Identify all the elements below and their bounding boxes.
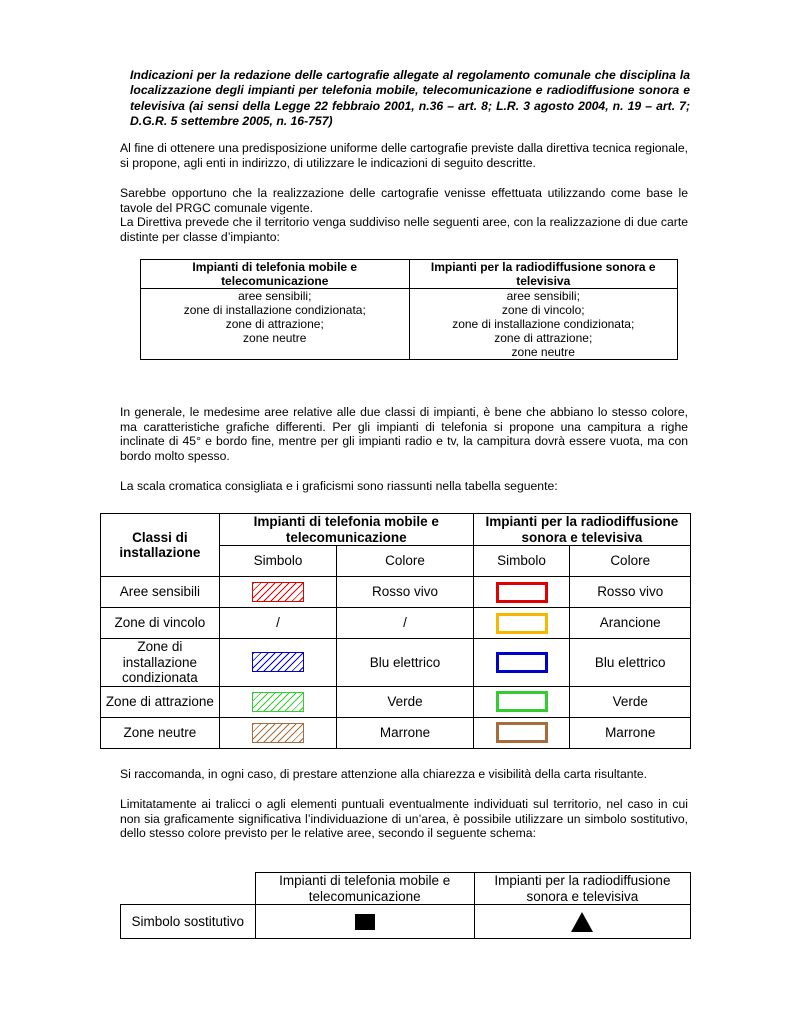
row-tel-symbol — [219, 577, 337, 608]
areas-tel-item: zone di installazione condizionata; — [183, 303, 366, 317]
colors-sub-color-tel: Colore — [337, 546, 473, 577]
symbols-tel-cell — [255, 905, 474, 939]
blue-hatch-icon — [252, 652, 304, 672]
row-radio-color: Marrone — [570, 717, 691, 748]
row-tel-color: Marrone — [337, 717, 473, 748]
paragraph-clarity: Si raccomanda, in ogni caso, di prestare attenzione alla chiarezza e visibilità della carta risultante. — [120, 767, 648, 781]
symbols-header-tel: Impianti di telefonia mobile e telecomunicazione — [255, 873, 474, 905]
areas-tel-item: zone neutre — [243, 331, 307, 345]
row-tel-color: / — [337, 608, 473, 639]
row-radio-color: Arancione — [570, 608, 691, 639]
table-row — [101, 577, 691, 608]
row-class-name: Zone di vincolo — [101, 608, 220, 639]
areas-radio-item: aree sensibili; — [506, 289, 580, 303]
orange-outline-icon — [496, 613, 548, 634]
areas-radio-cell — [409, 289, 678, 360]
row-radio-symbol — [473, 577, 570, 608]
paragraph-direttiva: La Direttiva prevede che il territorio venga suddiviso nelle seguenti aree, con la realizzazione di due carte distinte per classe d’impianto: — [120, 215, 688, 244]
row-radio-symbol — [473, 639, 570, 687]
colors-header-classes: Classi di installazione — [101, 514, 220, 577]
row-tel-symbol: / — [219, 608, 337, 639]
row-class-name: Zone di installazione condizionata — [101, 639, 220, 687]
symbols-radio-cell — [474, 905, 690, 939]
paragraph-intro: Al fine di ottenere una predisposizione uniforme delle cartografie previste dalla direttiva tecnica regionale, si propone, agli enti in indirizzo, di utilizzare le indicazioni di seguito descritte. — [120, 141, 688, 170]
row-class-name: Zone neutre — [101, 717, 220, 748]
row-tel-color: Verde — [337, 686, 473, 717]
areas-radio-item: zone di installazione condizionata; — [452, 317, 635, 331]
table-row — [101, 608, 691, 639]
areas-table — [140, 259, 678, 360]
table-row — [101, 686, 691, 717]
red-hatch-icon — [252, 582, 304, 602]
symbols-empty-corner — [121, 873, 256, 905]
row-tel-symbol — [219, 639, 337, 687]
symbols-header-radio: Impianti per la radiodiffusione sonora e televisiva — [474, 873, 690, 905]
row-radio-symbol — [473, 608, 570, 639]
blue-outline-icon — [496, 652, 548, 673]
colors-sub-color-radio: Colore — [570, 546, 691, 577]
areas-header-tel: Impianti di telefonia mobile e telecomunicazione — [141, 260, 410, 289]
paragraph-scale: La scala cromatica consigliata e i graficismi sono riassunti nella tabella seguente: — [120, 479, 558, 493]
row-radio-color: Rosso vivo — [570, 577, 691, 608]
colors-header-tel: Impianti di telefonia mobile e telecomunicazione — [219, 514, 473, 546]
areas-radio-item: zone di vincolo; — [501, 303, 585, 317]
paragraph-substitute: Limitatamente ai tralicci o agli elementi puntuali eventualmente individuati sul territorio, nel caso in cui non sia graficamente significativa l’individuazione di un’area, è possibile utilizzare un simbolo sostitutivo, dello stesso colore previsto per le relative aree, secondo il seguente schema: — [120, 797, 688, 841]
row-class-name: Zone di attrazione — [101, 686, 220, 717]
row-radio-symbol — [473, 686, 570, 717]
symbols-row-label: Simbolo sostitutivo — [121, 905, 256, 939]
paragraph-prgc: Sarebbe opportuno che la realizzazione delle cartografie venisse effettuata utilizzando come base le tavole del PRGC comunale vigente. — [120, 186, 688, 215]
areas-header-radio: Impianti per la radiodiffusione sonora e televisiva — [409, 260, 678, 289]
red-outline-icon — [496, 582, 548, 603]
areas-tel-cell — [141, 289, 410, 360]
areas-radio-item: zone neutre — [511, 345, 575, 359]
document-title: Indicazioni per la redazione delle cartografie allegate al regolamento comunale che disciplina la localizzazione degli impianti per telefonia mobile, telecomunicazione e radiodiffusione sonora e televisiva (ai sensi della Legge 22 febbraio 2001, n.36 – art. 8; L.R. 3 agosto 2004, n. 19 – art. 7; D.G.R. 5 settembre 2005, n. 16-757) — [130, 68, 690, 129]
green-outline-icon — [496, 691, 548, 712]
green-hatch-icon — [252, 692, 304, 712]
areas-tel-item: aree sensibili; — [238, 289, 312, 303]
colors-header-radio: Impianti per la radiodiffusione sonora e televisiva — [473, 514, 690, 546]
brown-outline-icon — [496, 722, 548, 743]
colors-sub-symbol-radio: Simbolo — [473, 546, 570, 577]
row-radio-color: Verde — [570, 686, 691, 717]
row-radio-color: Blu elettrico — [570, 639, 691, 687]
triangle-icon — [571, 912, 593, 932]
square-icon — [355, 914, 375, 930]
row-class-name: Aree sensibili — [101, 577, 220, 608]
colors-sub-symbol-tel: Simbolo — [219, 546, 337, 577]
table-row — [101, 639, 691, 687]
row-tel-symbol — [219, 686, 337, 717]
areas-tel-item: zone di attrazione; — [225, 317, 324, 331]
paragraph-graphics: In generale, le medesime aree relative alle due classi di impianti, è bene che abbiano lo stesso colore, ma caratteristiche grafiche differenti. Per gli impianti di telefonia si propone una campitura a righe inclinate di 45° e bordo fine, mentre per gli impianti radio e tv, la campitura dovrà essere vuota, ma con bordo molto spesso. — [120, 405, 688, 463]
row-tel-symbol — [219, 717, 337, 748]
symbols-table — [120, 872, 691, 939]
areas-radio-item: zone di attrazione; — [494, 331, 593, 345]
row-radio-symbol — [473, 717, 570, 748]
table-row — [101, 717, 691, 748]
row-tel-color: Rosso vivo — [337, 577, 473, 608]
row-tel-color: Blu elettrico — [337, 639, 473, 687]
colors-table — [100, 513, 691, 749]
brown-hatch-icon — [252, 723, 304, 743]
